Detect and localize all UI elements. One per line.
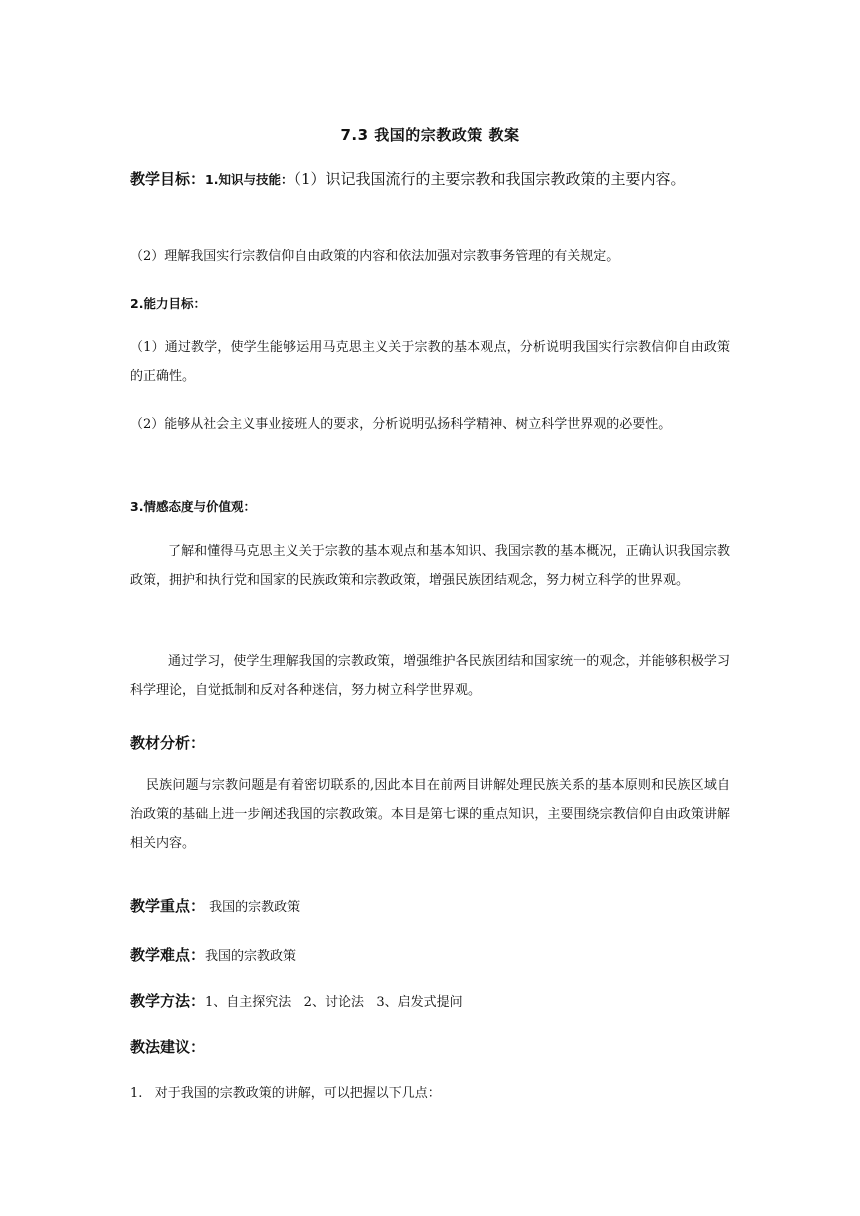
attitude-para-1: 了解和懂得马克思主义关于宗教的基本观点和基本知识、我国宗教的基本概况，正确认识我国宗教政策，拥护和执行党和国家的民族政策和宗教政策，增强民族团结观念，努力树立科学的世界观。 <box>130 544 730 588</box>
difficulty-text: 我国的宗教政策 <box>205 949 297 964</box>
methods-label: 教学方法： <box>130 992 206 1010</box>
analysis-heading: 教材分析： <box>130 734 206 752</box>
knowledge-skills-label: 1.知识与技能： <box>205 172 294 187</box>
ability-item-1: （1）通过教学，使学生能够运用马克思主义关于宗教的基本观点，分析说明我国实行宗教信仰自由政策的正确性。 <box>130 340 730 384</box>
difficulty-line <box>130 941 730 971</box>
objectives-heading: 教学目标： <box>130 170 206 188</box>
methods-line <box>130 987 730 1017</box>
attitude-values-label: 3.情感态度与价值观： <box>130 499 256 514</box>
analysis-text: 民族问题与宗教问题是有着密切联系的,因此本目在前两目讲解处理民族关系的基本原则和民族区域自治政策的基础上进一步阐述我国的宗教政策。本目是第七课的重点知识，主要围绕宗教信仰自由政策讲解相关内容。 <box>130 778 730 851</box>
ability-goals-label: 2.能力目标： <box>130 296 206 311</box>
key-point-text: 我国的宗教政策 <box>205 900 301 915</box>
key-point-line <box>130 892 730 922</box>
key-point-label: 教学重点： <box>130 897 206 915</box>
attitude-para-2: 通过学习，使学生理解我国的宗教政策，增强维护各民族团结和国家统一的观念，并能够积极学习科学理论，自觉抵制和反对各种迷信，努力树立科学世界观。 <box>130 654 730 698</box>
suggestions-heading: 教法建议： <box>130 1038 206 1056</box>
methods-text: 1、自主探究法 2、讨论法 3、启发式提问 <box>205 995 463 1010</box>
objectives-block <box>130 163 730 196</box>
ability-item-2: （2）能够从社会主义事业接班人的要求，分析说明弘扬科学精神、树立科学世界观的必要性。 <box>130 417 672 432</box>
knowledge-skills-text: （1）识记我国流行的主要宗教和我国宗教政策的主要内容。 <box>293 170 686 188</box>
knowledge-item-2: （2）理解我国实行宗教信仰自由政策的内容和依法加强对宗教事务管理的有关规定。 <box>130 249 620 264</box>
document-title: 7.3 我国的宗教政策 教案 <box>340 126 520 144</box>
suggestion-item-1: 1. 对于我国的宗教政策的讲解，可以把握以下几点： <box>130 1086 441 1101</box>
difficulty-label: 教学难点： <box>130 946 206 964</box>
